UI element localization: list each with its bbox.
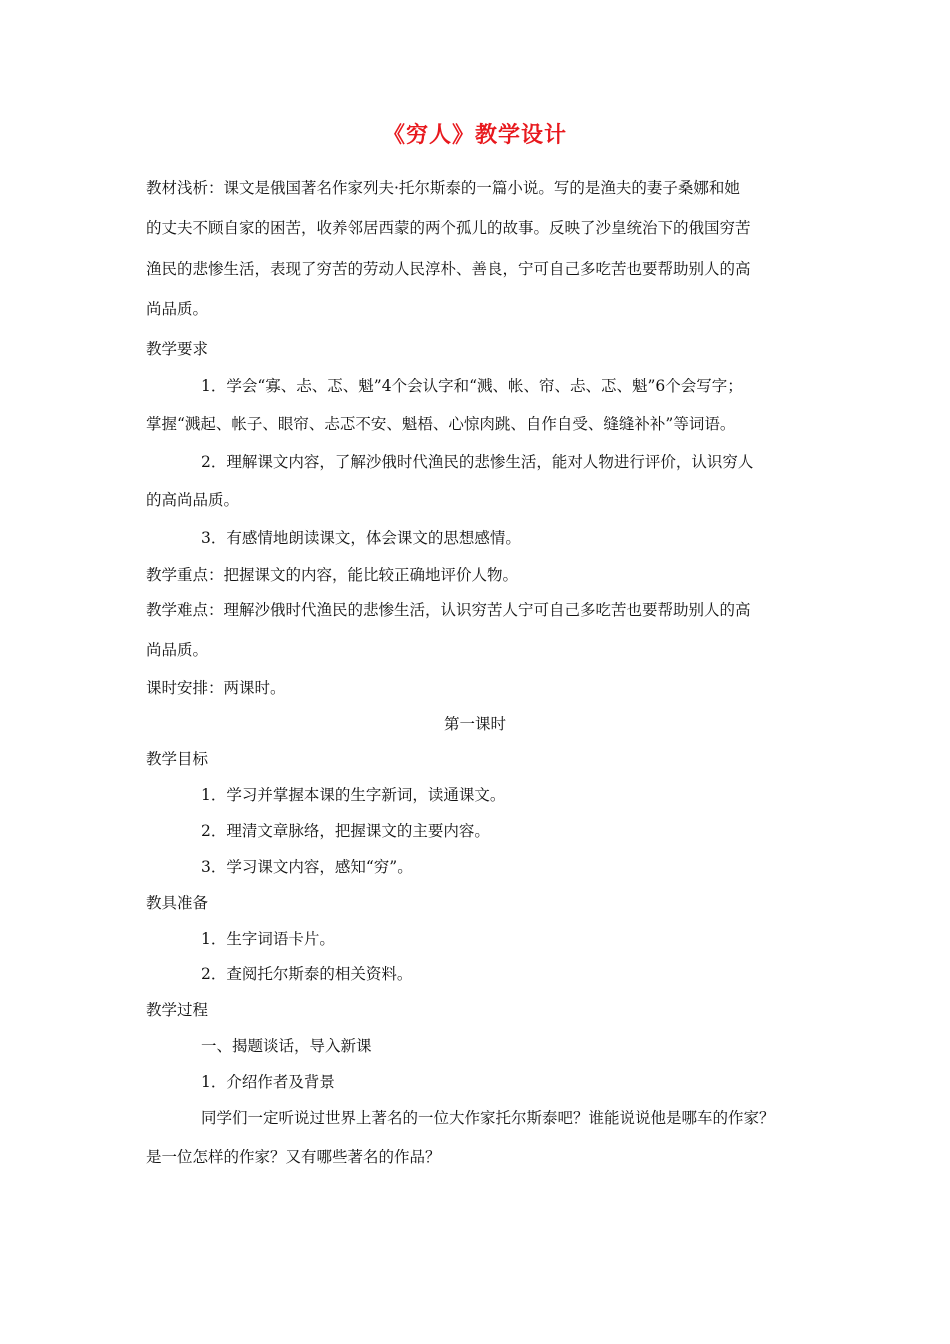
goal-3: 3．学习课文内容，感知“穷”。 — [201, 858, 413, 876]
requirement-3: 3．有感情地朗读课文，体会课文的思想感情。 — [201, 529, 521, 547]
requirement-2-cont: 的高尚品质。 — [146, 491, 240, 509]
lesson-heading: 第一课时 — [443, 715, 506, 733]
section-heading-materials: 教具准备 — [146, 894, 209, 912]
document-title: 《穷人》教学设计 — [382, 123, 567, 148]
schedule-line: 课时安排：两课时。 — [146, 679, 286, 697]
difficulty-line-2: 尚品质。 — [146, 641, 209, 659]
section-heading-process: 教学过程 — [146, 1001, 209, 1019]
key-point-line: 教学重点：把握课文的内容，能比较正确地评价人物。 — [146, 566, 519, 584]
process-paragraph-line-2: 是一位怎样的作家？又有哪些著名的作品？ — [146, 1148, 441, 1166]
material-2: 2．查阅托尔斯泰的相关资料。 — [201, 965, 413, 983]
process-substep-1: 1．介绍作者及背景 — [201, 1073, 335, 1091]
analysis-line-1: 教材浅析：课文是俄国著名作家列夫·托尔斯泰的一篇小说。写的是渔夫的妻子桑娜和她 — [146, 179, 740, 197]
requirement-2: 2．理解课文内容，了解沙俄时代渔民的悲惨生活，能对人物进行评价，认识穷人 — [201, 453, 754, 471]
analysis-line-4: 尚品质。 — [146, 300, 209, 318]
section-heading-goals: 教学目标 — [146, 750, 209, 768]
section-heading-requirements: 教学要求 — [146, 340, 209, 358]
goal-1: 1．学习并掌握本课的生字新词，读通课文。 — [201, 786, 506, 804]
material-1: 1．生字词语卡片。 — [201, 930, 335, 948]
analysis-line-2: 的丈夫不顾自家的困苦，收养邻居西蒙的两个孤儿的故事。反映了沙皇统治下的俄国穷苦 — [146, 219, 751, 237]
process-paragraph-line-1: 同学们一定听说过世界上著名的一位大作家托尔斯泰吧？谁能说说他是哪车的作家？ — [201, 1109, 775, 1127]
goal-2: 2．理清文章脉络，把握课文的主要内容。 — [201, 822, 490, 840]
requirement-1-cont: 掌握“溅起、帐子、眼帘、忐忑不安、魁梧、心惊肉跳、自作自受、缝缝补补”等词语。 — [146, 415, 736, 433]
requirement-1: 1．学会“寡、忐、忑、魁”4个会认字和“溅、帐、帘、忐、忑、魁”6个会写字； — [201, 377, 743, 395]
analysis-line-3: 渔民的悲惨生活，表现了穷苦的劳动人民淳朴、善良，宁可自己多吃苦也要帮助别人的高 — [146, 260, 751, 278]
difficulty-line-1: 教学难点：理解沙俄时代渔民的悲惨生活，认识穷苦人宁可自己多吃苦也要帮助别人的高 — [146, 601, 751, 619]
process-step-1: 一、揭题谈话，导入新课 — [201, 1037, 372, 1055]
